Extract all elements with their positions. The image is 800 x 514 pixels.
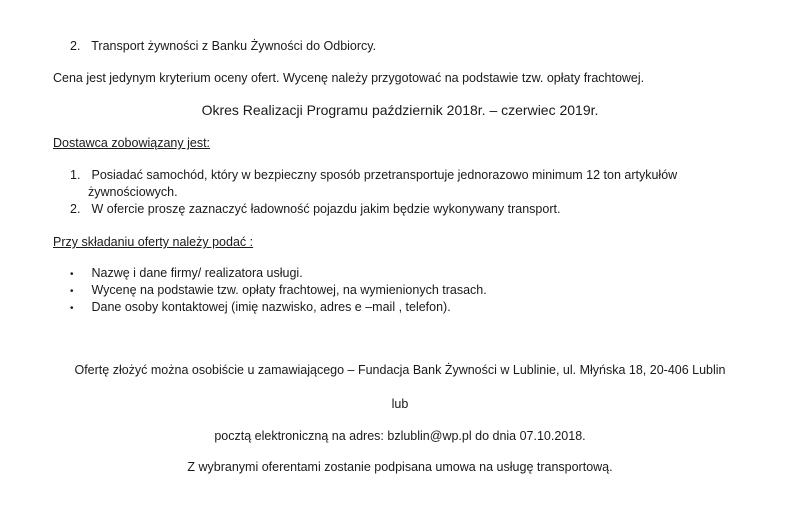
supplier-list-item xyxy=(70,201,560,218)
supplier-list-item-continuation: żywnościowych. xyxy=(88,185,178,199)
closing-note: Z wybranymi oferentami zostanie podpisana umowa na usługę transportową. xyxy=(187,460,613,474)
intro-list-item xyxy=(70,38,376,55)
email-link[interactable]: bzlublin@wp.pl xyxy=(387,429,472,443)
offer-bullet-item xyxy=(70,299,451,317)
email-prefix: pocztą elektroniczną na adres: xyxy=(214,429,388,443)
submission-address-line: Ofertę złożyć można osobiście u zamawiającego – Fundacja Bank Żywności w Lublinie, ul. Młyńska 18, 20-406 Lublin xyxy=(74,363,726,377)
list-text: Transport żywności z Banku Żywności do Odbiorcy. xyxy=(91,39,377,53)
bullet-text: Wycenę na podstawie tzw. opłaty frachtowej, na wymienionych trasach. xyxy=(91,283,487,297)
bullet-text: Nazwę i dane firmy/ realizatora usługi. xyxy=(91,266,303,280)
email-suffix: do dnia 07.10.2018. xyxy=(471,429,586,443)
supplier-list-item xyxy=(70,167,677,184)
list-text: Posiadać samochód, który w bezpieczny sposób przetransportuje jednorazowo minimum 12 ton artykułów xyxy=(91,168,678,182)
offer-bullet-item xyxy=(70,265,303,283)
list-number: 2. xyxy=(70,202,81,216)
bullet-icon: • xyxy=(70,303,74,314)
price-note: Cena jest jedynym kryterium oceny ofert. Wycenę należy przygotować na podstawie tzw. opłaty frachtowej. xyxy=(53,71,645,85)
submission-email-line xyxy=(0,428,800,445)
list-number: 1. xyxy=(70,168,81,182)
list-number: 2. xyxy=(70,39,81,53)
supplier-section-heading: Dostawca zobowiązany jest: xyxy=(53,136,211,150)
bullet-icon: • xyxy=(70,269,74,280)
offer-bullet-item xyxy=(70,282,487,300)
bullet-text: Dane osoby kontaktowej (imię nazwisko, adres e –mail , telefon). xyxy=(91,300,451,314)
program-period-heading: Okres Realizacji Programu październik 2018r. – czerwiec 2019r. xyxy=(201,102,599,118)
bullet-icon: • xyxy=(70,286,74,297)
submission-or: lub xyxy=(391,397,409,411)
list-text: W ofercie proszę zaznaczyć ładowność pojazdu jakim będzie wykonywany transport. xyxy=(91,202,561,216)
offer-section-heading: Przy składaniu oferty należy podać : xyxy=(53,235,254,249)
